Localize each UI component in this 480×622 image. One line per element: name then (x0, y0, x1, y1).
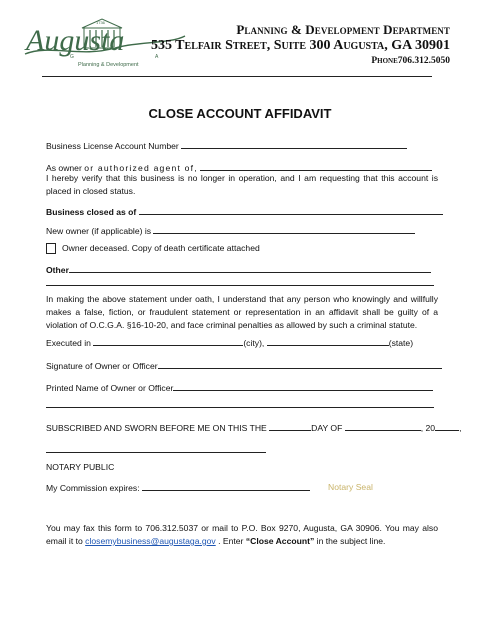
signature-field[interactable] (158, 359, 442, 369)
day-of-label: DAY OF (311, 423, 343, 433)
sworn-label: SUBSCRIBED AND SWORN BEFORE ME ON THIS THE (46, 423, 267, 433)
executed-row (46, 336, 413, 349)
account-number-row (46, 139, 407, 152)
verify-statement: I hereby verify that this business is no longer in operation, and I am requesting that this account is placed in closed status. (46, 173, 438, 196)
notary-signature-line[interactable] (46, 452, 266, 453)
other-field[interactable] (69, 263, 431, 273)
sworn-year-field[interactable] (435, 421, 459, 431)
subject-text: “Close Account” (245, 536, 315, 546)
fax-instructions: You may fax this form to 706.312.5037 or mail to P.O. Box 9270, Augusta, GA 30906. You may also email it to (46, 523, 438, 546)
other-row (46, 263, 431, 276)
new-owner-field[interactable] (153, 224, 415, 234)
department-name: Planning & Development Department (236, 22, 450, 37)
email-link[interactable]: closemybusiness@augustaga.gov (85, 536, 216, 546)
state-field[interactable] (267, 336, 389, 346)
signature-row (46, 359, 442, 372)
new-owner-label: New owner (if applicable) is (46, 226, 152, 236)
owner-agent-label: As owner (46, 163, 85, 173)
commission-label: My Commission expires: (46, 483, 140, 493)
notary-public-label: NOTARY PUBLIC (46, 462, 115, 472)
other-field-line-2[interactable] (46, 285, 434, 286)
state-label: (state) (388, 338, 414, 348)
subject-instructions-suffix: in the subject line. (314, 536, 386, 546)
owner-deceased-label: Owner deceased. Copy of death certificate attached (62, 243, 260, 253)
printed-name-field[interactable] (173, 381, 433, 391)
sworn-row: SUBSCRIBED AND SWORN BEFORE ME ON THIS THE DAY OF , 20 , (46, 423, 462, 433)
submission-instructions (46, 522, 438, 548)
year-label: , 20 (420, 423, 436, 433)
closed-as-of-label: Business closed as of (46, 207, 137, 217)
subject-instructions-prefix: . Enter (215, 536, 246, 546)
department-phone: Phone706.312.5050 (371, 56, 450, 66)
printed-name-label: Printed Name of Owner or Officer (46, 383, 174, 393)
closed-as-of-row (46, 205, 443, 218)
other-label: Other (46, 265, 69, 275)
city-label: (city), (243, 338, 265, 348)
department-address: 535 Telfair Street, Suite 300 Augusta, GA 30901 (150, 38, 450, 53)
business-name-field[interactable] (200, 161, 432, 171)
logo-letters: G A (70, 54, 190, 60)
header-divider (42, 76, 432, 77)
printed-name-row (46, 381, 433, 394)
sworn-day-field[interactable] (269, 421, 311, 431)
form-title: CLOSE ACCOUNT AFFIDAVIT (148, 106, 332, 121)
city-field[interactable] (93, 336, 243, 346)
closed-as-of-field[interactable] (139, 205, 443, 215)
oath-statement: In making the above statement under oath, I understand that any person who knowingly and willfully makes a false, fiction, or fraudulent statement or representation in an affidavit shall be guilty of a violation of O.C.G.A. §16-10-20, and face criminal penalties as allowed by such a criminal statute. (46, 294, 438, 330)
signature-label: Signature of Owner or Officer (46, 361, 158, 371)
sworn-month-field[interactable] (345, 421, 421, 431)
new-owner-row (46, 224, 415, 237)
executed-label: Executed in (46, 338, 91, 348)
notary-seal-label: Notary Seal (328, 482, 373, 492)
account-number-field[interactable] (181, 139, 407, 149)
commission-field[interactable] (142, 481, 310, 491)
owner-deceased-checkbox[interactable] (46, 243, 56, 254)
commission-row (46, 481, 310, 494)
owner-agent-spaced-label: or authorized agent of, (84, 163, 198, 173)
account-number-label: Business License Account Number (46, 141, 179, 151)
logo-year: 1736 (96, 20, 105, 25)
owner-deceased-row (46, 242, 260, 254)
logo-subtitle: Planning & Development (78, 62, 139, 68)
logo-script-text: Augusta (26, 24, 125, 57)
section-divider (46, 407, 434, 408)
